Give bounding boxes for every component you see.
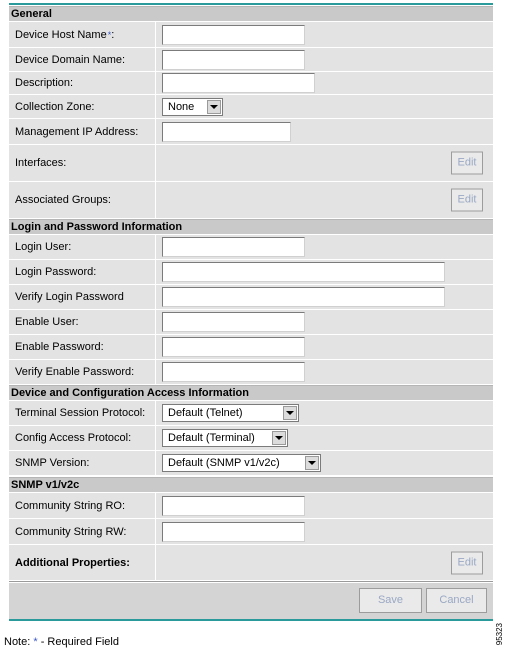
host-name-text: Device Host Name [15, 28, 107, 41]
verify-enable-password-input[interactable] [162, 362, 305, 382]
snmp-version-cell [156, 451, 493, 475]
verify-login-password-cell [156, 285, 493, 309]
collection-zone-cell [156, 95, 493, 118]
terminal-protocol-select[interactable] [162, 404, 299, 422]
row-community-rw [9, 519, 493, 545]
host-name-label [9, 22, 155, 47]
login-password-label: Login Password: [9, 260, 155, 284]
row-login-password [9, 260, 493, 285]
row-enable-password [9, 335, 493, 360]
host-name-colon: : [111, 28, 115, 41]
cancel-button[interactable]: Cancel [426, 588, 487, 613]
community-rw-cell [156, 519, 493, 544]
login-password-cell [156, 260, 493, 284]
row-domain-name [9, 48, 493, 72]
collection-zone-value: None [168, 100, 195, 113]
description-label: Description: [9, 72, 155, 94]
interfaces-label: Interfaces: [9, 145, 155, 181]
additional-properties-cell [156, 545, 493, 580]
community-ro-label: Community String RO: [9, 493, 155, 518]
note-star: * [33, 636, 38, 648]
note-prefix: Note: [4, 636, 34, 648]
host-name-cell [156, 22, 493, 47]
section-snmp: SNMP v1/v2c [9, 477, 493, 492]
verify-login-password-label: Verify Login Password [9, 285, 155, 309]
bottom-divider [9, 619, 493, 621]
additional-properties-label: Additional Properties: [9, 545, 155, 580]
interfaces-cell [156, 145, 493, 181]
enable-user-label: Enable User: [9, 310, 155, 334]
enable-password-label: Enable Password: [9, 335, 155, 359]
figure-code: 95323 [495, 622, 504, 645]
row-verify-enable-password [9, 360, 493, 385]
row-additional-properties [9, 545, 493, 581]
snmp-version-label: SNMP Version: [9, 451, 155, 475]
collection-zone-label: Collection Zone: [9, 95, 155, 118]
row-community-ro [9, 493, 493, 519]
mgmt-ip-input[interactable] [162, 122, 291, 142]
enable-user-input[interactable] [162, 312, 305, 332]
row-config-protocol [9, 426, 493, 451]
community-rw-input[interactable] [162, 522, 305, 542]
community-ro-input[interactable] [162, 496, 305, 516]
required-field-note [4, 636, 119, 648]
additional-properties-edit-button[interactable]: Edit [451, 551, 483, 574]
associated-groups-label: Associated Groups: [9, 182, 155, 218]
save-button[interactable]: Save [359, 588, 422, 613]
enable-user-cell [156, 310, 493, 334]
associated-groups-edit-button[interactable]: Edit [451, 189, 483, 212]
community-rw-label: Community String RW: [9, 519, 155, 544]
login-password-input[interactable] [162, 262, 445, 282]
chevron-down-icon [305, 456, 319, 470]
mgmt-ip-cell [156, 119, 493, 144]
config-protocol-cell [156, 426, 493, 450]
section-login: Login and Password Information [9, 219, 493, 234]
required-star: * [107, 29, 112, 40]
row-host-name [9, 22, 493, 48]
enable-password-input[interactable] [162, 337, 305, 357]
login-user-input[interactable] [162, 237, 305, 257]
terminal-protocol-value: Default (Telnet) [168, 407, 243, 419]
chevron-down-icon [272, 431, 286, 445]
row-interfaces [9, 145, 493, 182]
enable-password-cell [156, 335, 493, 359]
row-terminal-protocol [9, 401, 493, 426]
config-protocol-value: Default (Terminal) [168, 432, 255, 444]
domain-name-label: Device Domain Name: [9, 48, 155, 71]
row-login-user [9, 235, 493, 260]
terminal-protocol-cell [156, 401, 493, 425]
footer-divider [9, 581, 493, 582]
row-description [9, 72, 493, 95]
chevron-down-icon [207, 100, 221, 114]
row-verify-login-password [9, 285, 493, 310]
row-enable-user [9, 310, 493, 335]
domain-name-cell [156, 48, 493, 71]
row-mgmt-ip [9, 119, 493, 145]
domain-name-input[interactable] [162, 50, 305, 70]
mgmt-ip-label: Management IP Address: [9, 119, 155, 144]
verify-login-password-input[interactable] [162, 287, 445, 307]
snmp-version-select[interactable] [162, 454, 321, 472]
login-user-cell [156, 235, 493, 259]
row-collection-zone [9, 95, 493, 119]
chevron-down-icon [283, 406, 297, 420]
section-device-config: Device and Configuration Access Information [9, 385, 493, 400]
row-associated-groups [9, 182, 493, 219]
description-cell [156, 72, 493, 94]
host-name-input[interactable] [162, 25, 305, 45]
login-user-label: Login User: [9, 235, 155, 259]
snmp-version-value: Default (SNMP v1/v2c) [168, 457, 280, 469]
config-protocol-select[interactable] [162, 429, 288, 447]
config-protocol-label: Config Access Protocol: [9, 426, 155, 450]
section-general: General [9, 6, 493, 21]
collection-zone-select[interactable] [162, 98, 223, 116]
interfaces-edit-button[interactable]: Edit [451, 152, 483, 175]
terminal-protocol-label: Terminal Session Protocol: [9, 401, 155, 425]
associated-groups-cell [156, 182, 493, 218]
verify-enable-password-label: Verify Enable Password: [9, 360, 155, 384]
device-properties-form [9, 3, 493, 623]
community-ro-cell [156, 493, 493, 518]
note-suffix: - Required Field [37, 636, 119, 648]
row-snmp-version [9, 451, 493, 476]
top-divider [9, 3, 493, 5]
button-bar [9, 583, 493, 619]
verify-enable-password-cell [156, 360, 493, 384]
description-input[interactable] [162, 73, 315, 93]
